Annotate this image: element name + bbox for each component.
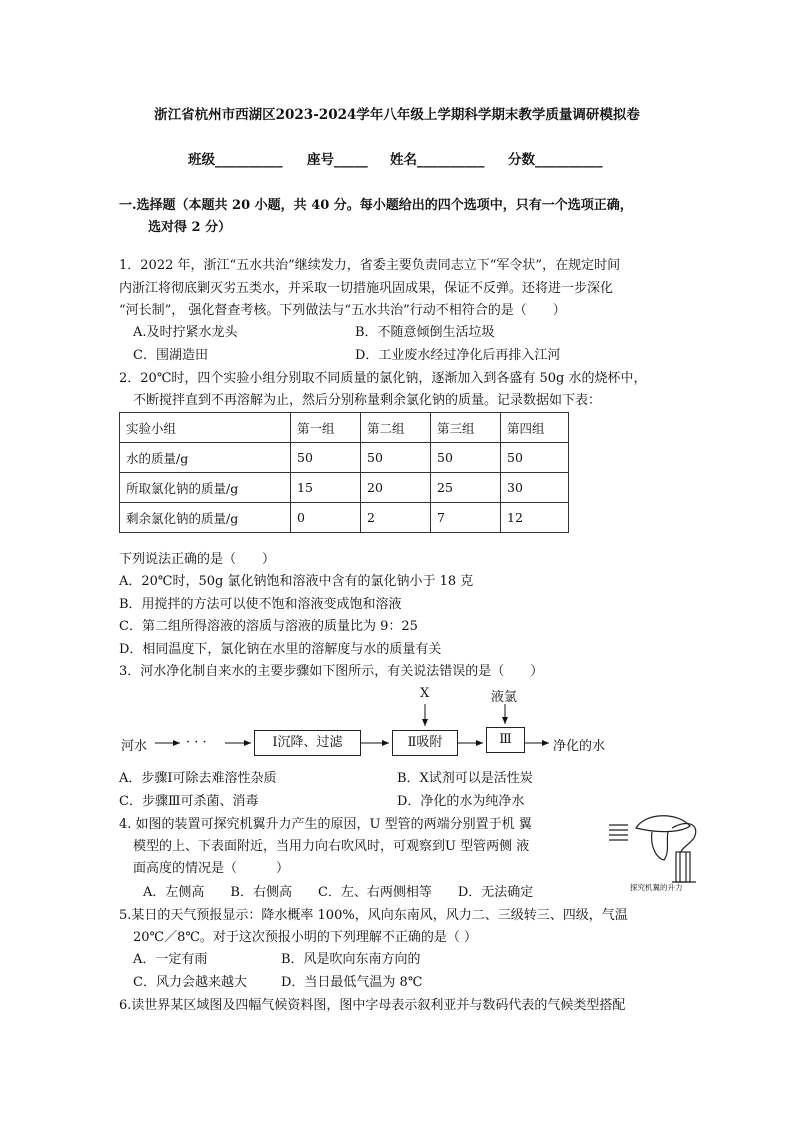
q1-option-d: D．工业废水经过净化后再排入江河 — [355, 348, 561, 363]
flow-dots: · · · — [186, 735, 207, 750]
table-row — [120, 473, 569, 503]
q1-option-b: B．不随意倾倒生活垃圾 — [355, 325, 495, 340]
table-cell: 水的质量/g — [120, 443, 291, 473]
table-row — [120, 503, 569, 533]
table-cell: 剩余氯化钠的质量/g — [120, 503, 291, 533]
table-cell: 25 — [431, 473, 501, 503]
data-table — [119, 412, 569, 533]
table-cell: 30 — [501, 473, 569, 503]
table-cell: 50 — [431, 443, 501, 473]
q4-stem-3: 面高度的情况是（ ） — [133, 861, 290, 876]
q3-option-c: C．步骤Ⅲ可杀菌、消毒 — [119, 794, 259, 809]
q5-stem-2: 20℃／8℃。对于这次预报小明的下列理解不正确的是（ ） — [133, 930, 478, 945]
name-field: 姓名__________ — [390, 152, 485, 168]
q1-stem-2: 内浙江将彻底剿灭劣五类水，并采取一切措施巩固成果，保证不反弹。还将进一步深化 — [119, 281, 614, 296]
q2-option-a: A．20℃时，50g 氯化钠饱和溶液中含有的氯化钠小于 18 克 — [119, 574, 474, 589]
table-cell: 7 — [431, 503, 501, 533]
q2-option-c: C．第二组所得溶液的溶质与溶液的质量比为 9：25 — [119, 619, 418, 634]
table-header-cell: 第二组 — [361, 413, 431, 443]
flow-step-2: Ⅱ吸附 — [392, 730, 458, 756]
q1-option-a: A.及时拧紧水龙头 — [133, 325, 238, 340]
table-cell: 20 — [361, 473, 431, 503]
table-cell: 15 — [291, 473, 361, 503]
section-heading: 一.选择题（本题共 20 小题，共 40 分。每小题给出的四个选项中，只有一个选项正确， — [119, 198, 633, 213]
q1-stem-1: 1．2022 年，浙江“五水共治”继续发力，省委主要负责同志立下“军令状”，在规定时间 — [119, 258, 621, 273]
seat-field: 座号_____ — [307, 152, 368, 168]
table-header-row — [120, 413, 569, 443]
table-header-cell: 第一组 — [291, 413, 361, 443]
q2-stem-2: 不断搅拌直到不再溶解为止，然后分别称量剩余氯化钠的质量。记录数据如下表： — [133, 393, 602, 408]
q2-option-d: D．相同温度下，氯化钠在水里的溶解度与水的质量有关 — [119, 642, 442, 657]
table-cell: 2 — [361, 503, 431, 533]
page-title: 浙江省杭州市西湖区2023-2024学年八年级上学期科学期末教学质量调研模拟卷 — [154, 107, 640, 123]
q4-stem-1: 4. 如图的装置可探究机翼升力产生的原因，U 型管的两端分别置于机 翼 — [119, 817, 532, 832]
flow-step-3: Ⅲ — [486, 727, 525, 753]
flow-chlorine-label: 液氯 — [491, 690, 518, 705]
table-cell: 50 — [291, 443, 361, 473]
q3-option-d: D．净化的水为纯净水 — [397, 794, 525, 809]
q2-stem-1: 2．20℃时，四个实验小组分别取不同质量的氯化钠，逐渐加入到各盛有 50g 水的烧杯中， — [119, 371, 647, 386]
q5-stem-1: 5.某日的天气预报显示：降水概率 100%，风向东南风，风力二、三级转三、四级，气温 — [119, 908, 628, 923]
flow-x-label: X — [420, 686, 430, 701]
score-field: 分数__________ — [508, 152, 603, 168]
q4-options: A．左侧高 B．右侧高 C．左、右两侧相等 D．无法确定 — [143, 885, 534, 900]
table-cell: 50 — [361, 443, 431, 473]
q1-stem-3: “河长制”， 强化督查考核。下列做法与“五水共治”行动不相符合的是（ ） — [119, 303, 566, 318]
q4-stem-2: 模型的上、下表面附近，当用力向右吹风时，可观察到U 型管两侧 液 — [133, 839, 530, 854]
table-cell: 所取氯化钠的质量/g — [120, 473, 291, 503]
q5-option-c: C．风力会越来越大 — [133, 975, 247, 990]
table-row — [120, 443, 569, 473]
q3-option-b: B．X试剂可以是活性炭 — [397, 771, 533, 786]
table-header-cell: 第四组 — [501, 413, 569, 443]
table-header-cell: 实验小组 — [120, 413, 291, 443]
table-cell: 0 — [291, 503, 361, 533]
q2-option-b: B．用搅拌的方法可以使不饱和溶液变成饱和溶液 — [119, 597, 402, 612]
q3-stem: 3．河水净化制自来水的主要步骤如下图所示，有关说法错误的是（ ） — [119, 664, 544, 679]
flow-river: 河水 — [121, 739, 148, 754]
flow-step-1: Ⅰ沉降、过滤 — [254, 730, 361, 756]
class-field: 班级__________ — [188, 152, 283, 168]
section-heading-cont: 选对得 2 分） — [148, 220, 232, 235]
q6-stem-1: 6.读世界某区域图及四幅气候资料图，图中字母表示叙利亚并与数码代表的气候类型搭配 — [119, 998, 626, 1013]
q5-option-d: D．当日最低气温为 8℃ — [281, 975, 423, 990]
figure-caption: 探究机翼的升力 — [630, 883, 683, 892]
table-header-cell: 第三组 — [431, 413, 501, 443]
q5-option-b: B．风是吹向东南方向的 — [281, 952, 421, 967]
q2-question: 下列说法正确的是（ ） — [119, 552, 276, 567]
table-cell: 50 — [501, 443, 569, 473]
table-cell: 12 — [501, 503, 569, 533]
q1-option-c: C．围湖造田 — [133, 348, 208, 363]
q5-option-a: A．一定有雨 — [133, 952, 208, 967]
flow-result: 净化的水 — [553, 739, 606, 754]
q3-option-a: A．步骤Ⅰ可除去难溶性杂质 — [119, 771, 277, 786]
